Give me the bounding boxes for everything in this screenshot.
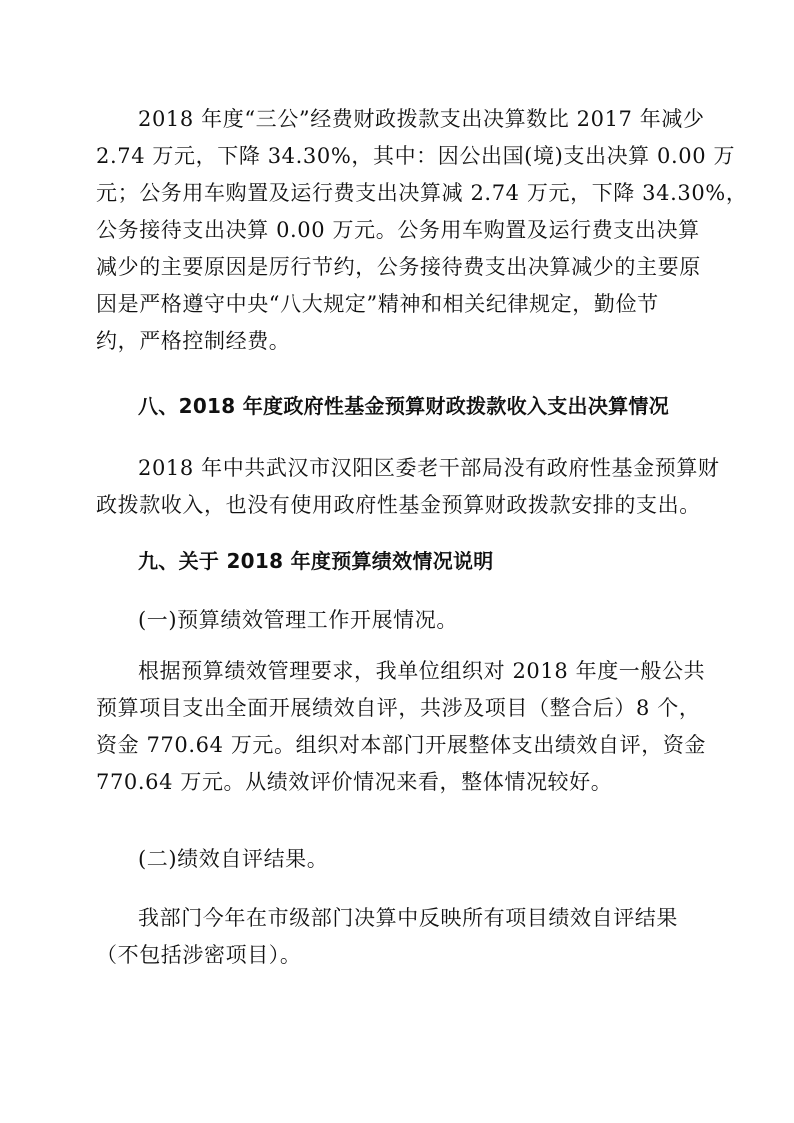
section-heading-government-fund: 八、2018 年度政府性基金预算财政拨款收入支出决算情况: [138, 394, 670, 418]
paragraph-performance-evaluation: [96, 653, 707, 801]
paragraph-line: 减少的主要原因是厉行节约，公务接待费支出决算减少的主要原: [96, 255, 701, 279]
paragraph-line: 我部门今年在市级部门决算中反映所有项目绩效自评结果: [138, 906, 678, 930]
section-heading-performance: 九、关于 2018 年度预算绩效情况说明: [138, 549, 494, 573]
paragraph-line: 2018 年中共武汉市汉阳区委老干部局没有政府性基金预算财: [138, 456, 720, 480]
paragraph-line: 2.74 万元，下降 34.30%，其中：因公出国(境)支出决算 0.00 万: [96, 144, 736, 168]
paragraph-government-fund: [96, 450, 720, 524]
paragraph-line: 公务接待支出决算 0.00 万元。公务用车购置及运行费支出决算: [96, 218, 700, 242]
paragraph-line: 770.64 万元。从绩效评价情况来看，整体情况较好。: [96, 770, 613, 794]
paragraph-line: 根据预算绩效管理要求，我单位组织对 2018 年度一般公共: [138, 659, 706, 683]
paragraph-evaluation-results: [96, 900, 696, 974]
paragraph-line: 2018 年度“三公”经费财政拨款支出决算数比 2017 年减少: [138, 107, 705, 131]
subheading-self-evaluation-results: (二)绩效自评结果。: [138, 847, 329, 871]
paragraph-line: 资金 770.64 万元。组织对本部门开展整体支出绩效自评，资金: [96, 733, 707, 757]
paragraph-line: 约，严格控制经费。: [96, 329, 291, 353]
subheading-performance-management: (一)预算绩效管理工作开展情况。: [138, 608, 458, 632]
paragraph-line: 预算项目支出全面开展绩效自评，共涉及项目（整合后）8 个，: [96, 696, 701, 720]
paragraph-line: 元；公务用车购置及运行费支出决算减 2.74 万元，下降 34.30%，: [96, 181, 748, 205]
paragraph-line: 政拨款收入，也没有使用政府性基金预算财政拨款安排的支出。: [96, 493, 701, 517]
paragraph-line: 因是严格遵守中央“八大规定”精神和相关纪律规定，勤俭节: [96, 292, 659, 316]
paragraph-line: （不包括涉密项目）。: [96, 943, 302, 967]
paragraph-sangong-expenses: [96, 101, 748, 360]
